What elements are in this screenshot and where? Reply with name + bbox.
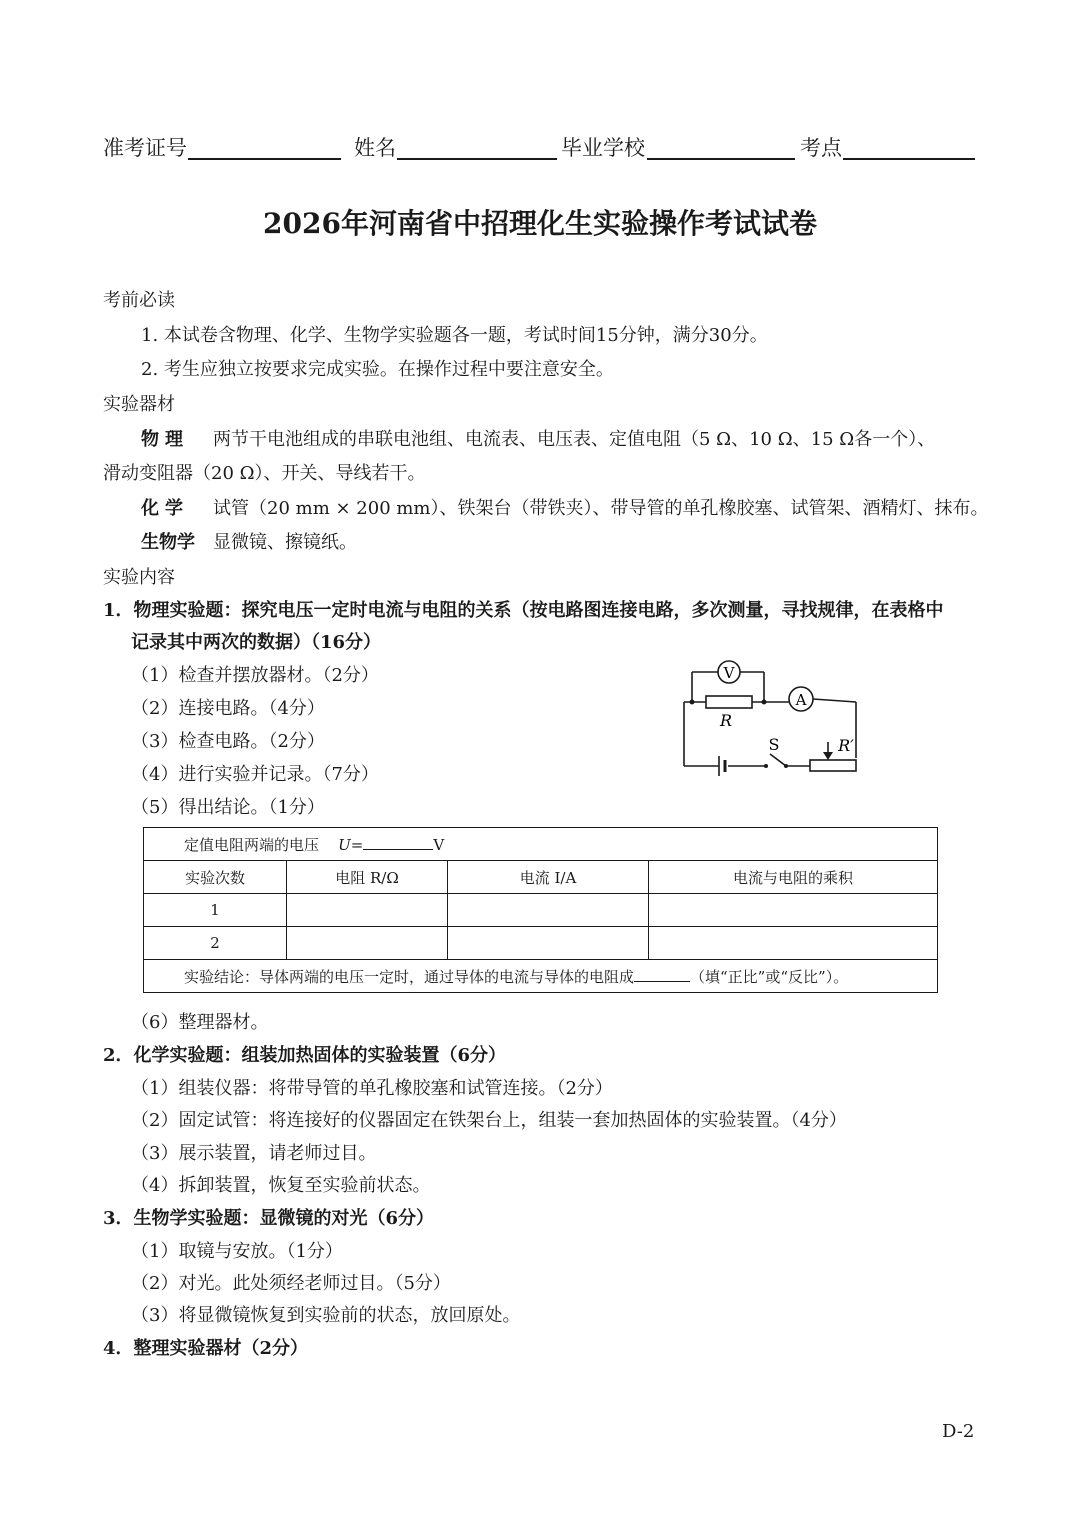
q1-step-4: （4）进行实验并记录。（7分）	[131, 764, 379, 785]
rheostat-label: R′	[838, 736, 854, 755]
table-voltage-row	[144, 828, 938, 861]
header-resistance: 电阻 R/Ω	[287, 861, 448, 894]
conclusion-prefix: 实验结论：导体两端的电压一定时，通过导体的电流与导体的电阻成	[184, 967, 635, 986]
voltmeter-label: V	[723, 664, 735, 682]
q2-title: 2．化学实验题：组装加热固体的实验装置（6分）	[103, 1045, 507, 1066]
resistance-cell[interactable]	[287, 927, 448, 960]
notice-heading: 考前必读	[103, 290, 175, 311]
site-label: 考点	[800, 136, 842, 160]
q2-step-3: （3）展示装置，请老师过目。	[131, 1143, 377, 1164]
page-title: 2026年河南省中招理化生实验操作考试试卷	[263, 207, 817, 240]
product-cell[interactable]	[649, 927, 938, 960]
voltage-blank[interactable]	[363, 835, 433, 850]
chemistry-text: 试管（20 mm × 200 mm）、铁架台（带铁夹）、带导管的单孔橡胶塞、试管架、酒精灯、抹布。	[213, 498, 989, 519]
q1-step-3: （3）检查电路。（2分）	[131, 731, 325, 752]
page-code: D-2	[942, 1421, 975, 1442]
voltage-label: 定值电阻两端的电压	[184, 835, 320, 854]
voltage-unit: V	[433, 835, 445, 854]
biology-label: 生物学	[141, 532, 195, 553]
table-conclusion-row	[144, 960, 938, 993]
table-row	[144, 894, 938, 927]
current-cell[interactable]	[448, 927, 649, 960]
trial-number: 1	[144, 894, 287, 927]
q1-title-line-2: 记录其中两次的数据）（16分）	[131, 632, 382, 653]
voltage-var: U=	[338, 835, 364, 854]
q3-step-1: （1）取镜与安放。（1分）	[131, 1241, 343, 1262]
exam-id-blank[interactable]	[188, 138, 341, 160]
resistor-label: R	[719, 711, 733, 730]
name-blank[interactable]	[397, 138, 557, 160]
equipment-biology	[141, 528, 357, 554]
voltage-cell	[144, 828, 938, 861]
physics-label: 物理	[141, 429, 189, 450]
q3-title: 3．生物学实验题：显微镜的对光（6分）	[103, 1208, 435, 1229]
ammeter-label: A	[795, 691, 807, 709]
conclusion-blank[interactable]	[634, 967, 690, 982]
equipment-physics-cont: 滑动变阻器（20 Ω）、开关、导线若干。	[103, 463, 426, 484]
site-blank[interactable]	[843, 138, 975, 160]
table-header-row	[144, 861, 938, 894]
exam-id-label: 准考证号	[103, 136, 187, 160]
table-row	[144, 927, 938, 960]
notice-item-1: 1. 本试卷含物理、化学、生物学实验题各一题，考试时间15分钟，满分30分。	[141, 325, 768, 346]
q2-step-1: （1）组装仪器：将带导管的单孔橡胶塞和试管连接。（2分）	[131, 1078, 613, 1099]
q1-step-6: （6）整理器材。	[131, 1012, 269, 1033]
content-heading: 实验内容	[103, 567, 175, 588]
chemistry-label: 化学	[141, 498, 189, 519]
record-table	[143, 827, 938, 993]
q3-step-3: （3）将显微镜恢复到实验前的状态，放回原处。	[131, 1305, 521, 1326]
biology-text: 显微镜、擦镜纸。	[213, 532, 357, 553]
physics-text: 两节干电池组成的串联电池组、电流表、电压表、定值电阻（5 Ω、10 Ω、15 Ω各一个）、	[213, 429, 936, 450]
q2-step-4: （4）拆卸装置，恢复至实验前状态。	[131, 1175, 431, 1196]
notice-item-2: 2. 考生应独立按要求完成实验。在操作过程中要注意安全。	[141, 359, 614, 380]
q4-title: 4．整理实验器材（2分）	[103, 1338, 309, 1359]
name-label: 姓名	[354, 136, 396, 160]
conclusion-cell	[144, 960, 938, 993]
school-label: 毕业学校	[561, 136, 645, 160]
conclusion-suffix: （填“正比”或“反比”）。	[690, 967, 849, 986]
q1-step-2: （2）连接电路。（4分）	[131, 698, 325, 719]
q1-step-5: （5）得出结论。（1分）	[131, 797, 325, 818]
header-product: 电流与电阻的乘积	[649, 861, 938, 894]
header-trial: 实验次数	[144, 861, 287, 894]
school-blank[interactable]	[647, 138, 795, 160]
switch-label: S	[768, 735, 780, 754]
equipment-chemistry	[141, 494, 989, 520]
resistance-cell[interactable]	[287, 894, 448, 927]
q2-step-2: （2）固定试管：将连接好的仪器固定在铁架台上，组装一套加热固体的实验装置。（4分）	[131, 1110, 847, 1131]
q3-step-2: （2）对光。此处须经老师过目。（5分）	[131, 1273, 451, 1294]
equipment-heading: 实验器材	[103, 394, 175, 415]
circuit-diagram	[670, 650, 870, 780]
header-current: 电流 I/A	[448, 861, 649, 894]
equipment-physics	[141, 425, 935, 451]
current-cell[interactable]	[448, 894, 649, 927]
q1-title-line-1: 1．物理实验题：探究电压一定时电流与电阻的关系（按电路图连接电路，多次测量，寻找规律，在表格中	[103, 600, 944, 621]
q1-step-1: （1）检查并摆放器材。（2分）	[131, 665, 379, 686]
product-cell[interactable]	[649, 894, 938, 927]
trial-number: 2	[144, 927, 287, 960]
